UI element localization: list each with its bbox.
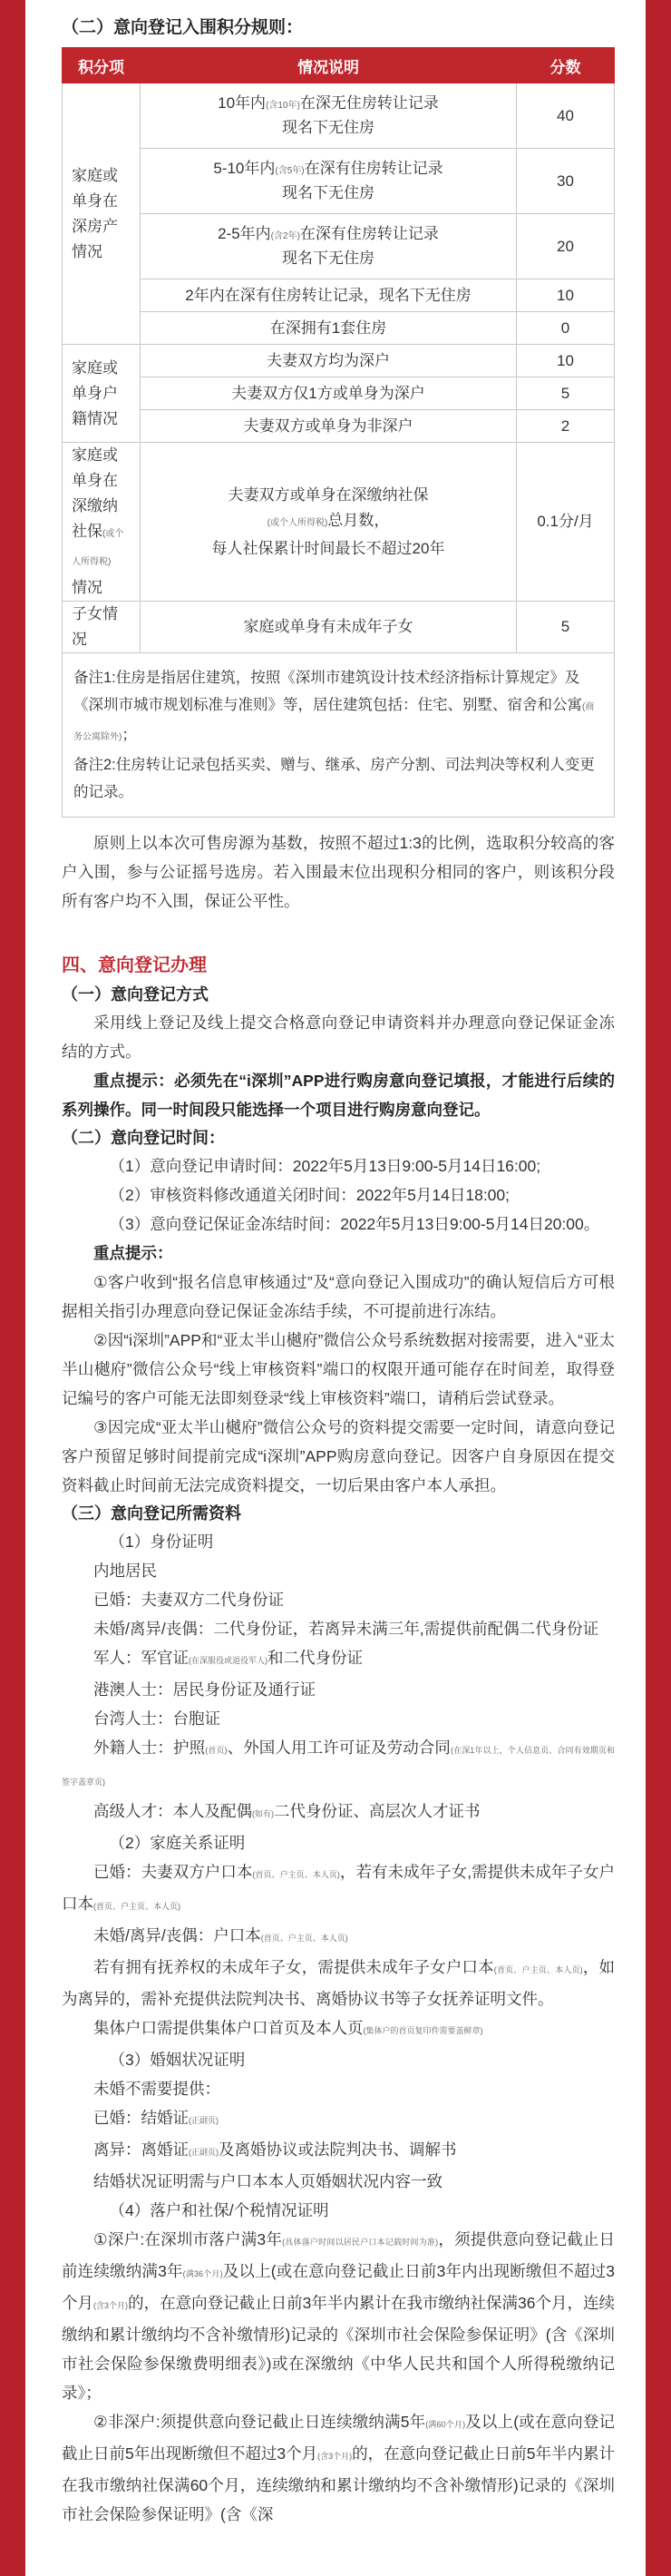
id-army: 军人：军官证(在深服役或退役军人)和二代身份证	[93, 1649, 363, 1667]
table-row	[63, 279, 615, 312]
hukou-desc-1: 夫妻双方均为深户	[141, 345, 517, 377]
header-category: 积分项	[63, 48, 141, 83]
id-proof-title: （1）身份证明	[109, 1533, 214, 1551]
table-row	[63, 410, 615, 443]
children-desc: 家庭或单身有未成年子女	[141, 602, 517, 653]
social-category: 家庭或单身在深缴纳社保(或个人所得税) 情况	[63, 443, 141, 602]
id-tw: 台湾人士：台胞证	[93, 1709, 220, 1728]
section-4-title: 四、意向登记办理	[62, 955, 207, 975]
id-talent: 高级人才：本人及配偶(如有)二代身份证、高层次人才证书	[93, 1802, 481, 1820]
hukou-score-3: 2	[517, 410, 615, 443]
marriage-divorced: 离异：离婚证(正副页)及离婚协议或法院判决书、调解书	[93, 2140, 457, 2159]
id-unmarried: 未婚/离异/丧偶：二代身份证，若离异未满三年,需提供前配偶二代身份证	[93, 1620, 599, 1638]
marriage-married: 已婚：结婚证(正副页)	[93, 2109, 219, 2127]
marriage-consistent: 结婚状况证明需与户口本本人页婚姻状况内容一致	[93, 2172, 442, 2190]
social-proof-shenzhen: ①深户:在深圳市落户满3年(具体落户时间以居民户口本记载时间为准)，须提供意向登记截止日前连续缴纳满3年(满36个月)及以上(或在意向登记截止日前3年内出现断缴但不超过3个月(含3个月)的，在意向登记截止日前3年半内累计在我市缴纳社保满36个月，连续缴纳和累计缴纳均不含补缴情形)记录的《深圳市社会保险参保证明》(含《深圳市社会保险参保缴费明细表》)或在深缴纳《中华人民共和国个人所得税缴纳记录》；	[62, 2230, 616, 2402]
family-adopt: 若有拥有抚养权的未成年子女，需提供未成年子女户口本(首页、户主页、本人页)，如为离异的，需补充提供法院判决书、离婚协议书等子女抚养证明文件。	[62, 1958, 616, 2008]
method-text: 采用线上登记及线上提交合格意向登记申请资料并办理意向登记保证金冻结的方式。	[62, 1014, 615, 1061]
time-1: （1）意向登记申请时间：2022年5月13日9:00-5月14日16:00;	[109, 1157, 541, 1175]
family-collective: 集体户口需提供集体户口首页及本人页(集体户的首页复印件需要盖鲜章)	[93, 2019, 483, 2037]
method-key-tip: 重点提示：必须先在“i深圳”APP进行购房意向登记填报，才能进行后续的系列操作。同一时间段只能选择一个项目进行购房意向登记。	[62, 1072, 615, 1119]
table-row	[63, 149, 615, 214]
family-married: 已婚：夫妻双方户口本(首页、户主页、本人页)，若有未成年子女,需提供未成年子女户口本(首页、户主页、本人页)	[62, 1863, 615, 1913]
time-2: （2）审核资料修改通道关闭时间：2022年5月14日18:00;	[109, 1186, 511, 1204]
note-2: 备注2:住房转让记录包括买卖、赠与、继承、房产分割、司法判决等权利人变更的记录。	[73, 757, 595, 800]
housing-desc-1: 10年内(含10年)在深无住房转让记录 现名下无住房	[141, 83, 517, 149]
housing-score-3: 20	[517, 214, 615, 279]
tip-2: ②因“i深圳”APP和“亚太半山樾府”微信公众号系统数据对接需要，进入“亚太半山樾府”微信公众号“线上审核资料”端口的权限开通可能存在时间差，取得登记编号的客户可能无法即刻登录“线上审核资料”端口，请稍后尝试登录。	[62, 1331, 615, 1407]
marriage-none: 未婚不需要提供：	[93, 2080, 220, 2098]
social-score: 0.1分/月	[517, 443, 615, 602]
document-sheet	[25, 0, 646, 2576]
table-row	[63, 83, 615, 149]
family-proof-title: （2）家庭关系证明	[109, 1834, 246, 1852]
id-married: 已婚：夫妻双方二代身份证	[93, 1591, 284, 1609]
principle-paragraph: 原则上以本次可售房源为基数，按照不超过1:3的比例，选取积分较高的客户入围，参与公证摇号选房。若入围最末位出现积分相同的客户，则该积分段所有客户均不入围，保证公平性。	[62, 834, 615, 910]
id-mainland: 内地居民	[93, 1562, 157, 1580]
table-row	[63, 443, 615, 602]
hukou-desc-2: 夫妻双方仅1方或单身为深户	[141, 377, 517, 410]
housing-category: 家庭或单身在深房产情况	[63, 83, 141, 345]
table-row	[63, 345, 615, 377]
score-rules-title: （二）意向登记入围积分规则：	[62, 18, 304, 37]
table-header-row	[63, 48, 615, 83]
id-hk: 港澳人士：居民身份证及通行证	[93, 1680, 316, 1699]
children-category: 子女情况	[63, 602, 141, 653]
score-table	[62, 47, 615, 653]
social-proof-title: （4）落户和社保/个税情况证明	[109, 2201, 329, 2219]
hukou-score-2: 5	[517, 377, 615, 410]
table-row	[63, 602, 615, 653]
method-title: （一）意向登记方式	[62, 985, 209, 1004]
hukou-desc-3: 夫妻双方或单身为非深户	[141, 410, 517, 443]
housing-desc-3: 2-5年内(含2年)在深有住房转让记录 现名下无住房	[141, 214, 517, 279]
marriage-proof-title: （3）婚姻状况证明	[109, 2051, 246, 2069]
family-unmarried: 未婚/离异/丧偶：户口本(首页、户主页、本人页)	[93, 1926, 348, 1944]
housing-score-1: 40	[517, 83, 615, 149]
housing-score-4: 10	[517, 279, 615, 312]
table-notes	[62, 653, 615, 818]
housing-score-5: 0	[517, 312, 615, 345]
tip-1: ①客户收到“报名信息审核通过”及“意向登记入围成功”的确认短信后方可根据相关指引办理意向登记保证金冻结手续，不可提前进行冻结。	[62, 1273, 615, 1320]
social-desc: 夫妻双方或单身在深缴纳社保 (或个人所得税)总月数， 每人社保累计时间最长不超过20年	[141, 443, 517, 602]
materials-title: （三）意向登记所需资料	[62, 1504, 241, 1523]
note-1: 备注1:住房是指居住建筑，按照《深圳市建筑设计技术经济指标计算规定》及《深圳市城市规划标准与准则》等，居住建筑包括：住宅、别墅、宿舍和公寓(商务公寓除外)；	[73, 670, 595, 743]
tips-label: 重点提示：	[93, 1244, 173, 1262]
document-content	[25, 0, 646, 2529]
table-row	[63, 312, 615, 345]
children-score: 5	[517, 602, 615, 653]
header-description: 情况说明	[141, 48, 517, 83]
housing-score-2: 30	[517, 149, 615, 214]
hukou-category: 家庭或单身户籍情况	[63, 345, 141, 443]
housing-desc-4: 2年内在深有住房转让记录，现名下无住房	[141, 279, 517, 312]
time-title: （二）意向登记时间：	[62, 1129, 225, 1147]
housing-desc-5: 在深拥有1套住房	[141, 312, 517, 345]
time-3: （3）意向登记保证金冻结时间：2022年5月13日9:00-5月14日20:00。	[109, 1215, 600, 1233]
id-foreign: 外籍人士：护照(首页)、外国人用工许可证及劳动合同(在深1年以上，个人信息页、合同有效期页和签字盖章页)	[62, 1739, 615, 1787]
social-proof-non-shenzhen: ②非深户:须提供意向登记截止日连续缴纳满5年(满60个月)及以上(或在意向登记截止日前5年出现断缴但不超过3个月(含3个月)的，在意向登记截止日前5年半内累计在我市缴纳社保满60个月，连续缴纳和累计缴纳均不含补缴情形)记录的《深圳市社会保险参保证明》(含《深	[62, 2413, 616, 2523]
table-row	[63, 377, 615, 410]
table-row	[63, 214, 615, 279]
housing-desc-2: 5-10年内(含5年)在深有住房转让记录 现名下无住房	[141, 149, 517, 214]
hukou-score-1: 10	[517, 345, 615, 377]
header-score: 分数	[517, 48, 615, 83]
tip-3: ③因完成“亚太半山樾府”微信公众号的资料提交需要一定时间，请意向登记客户预留足够时间提前完成“i深圳”APP购房意向登记。因客户自身原因在提交资料截止时间前无法完成资料提交，一切后果由客户本人承担。	[62, 1418, 615, 1494]
